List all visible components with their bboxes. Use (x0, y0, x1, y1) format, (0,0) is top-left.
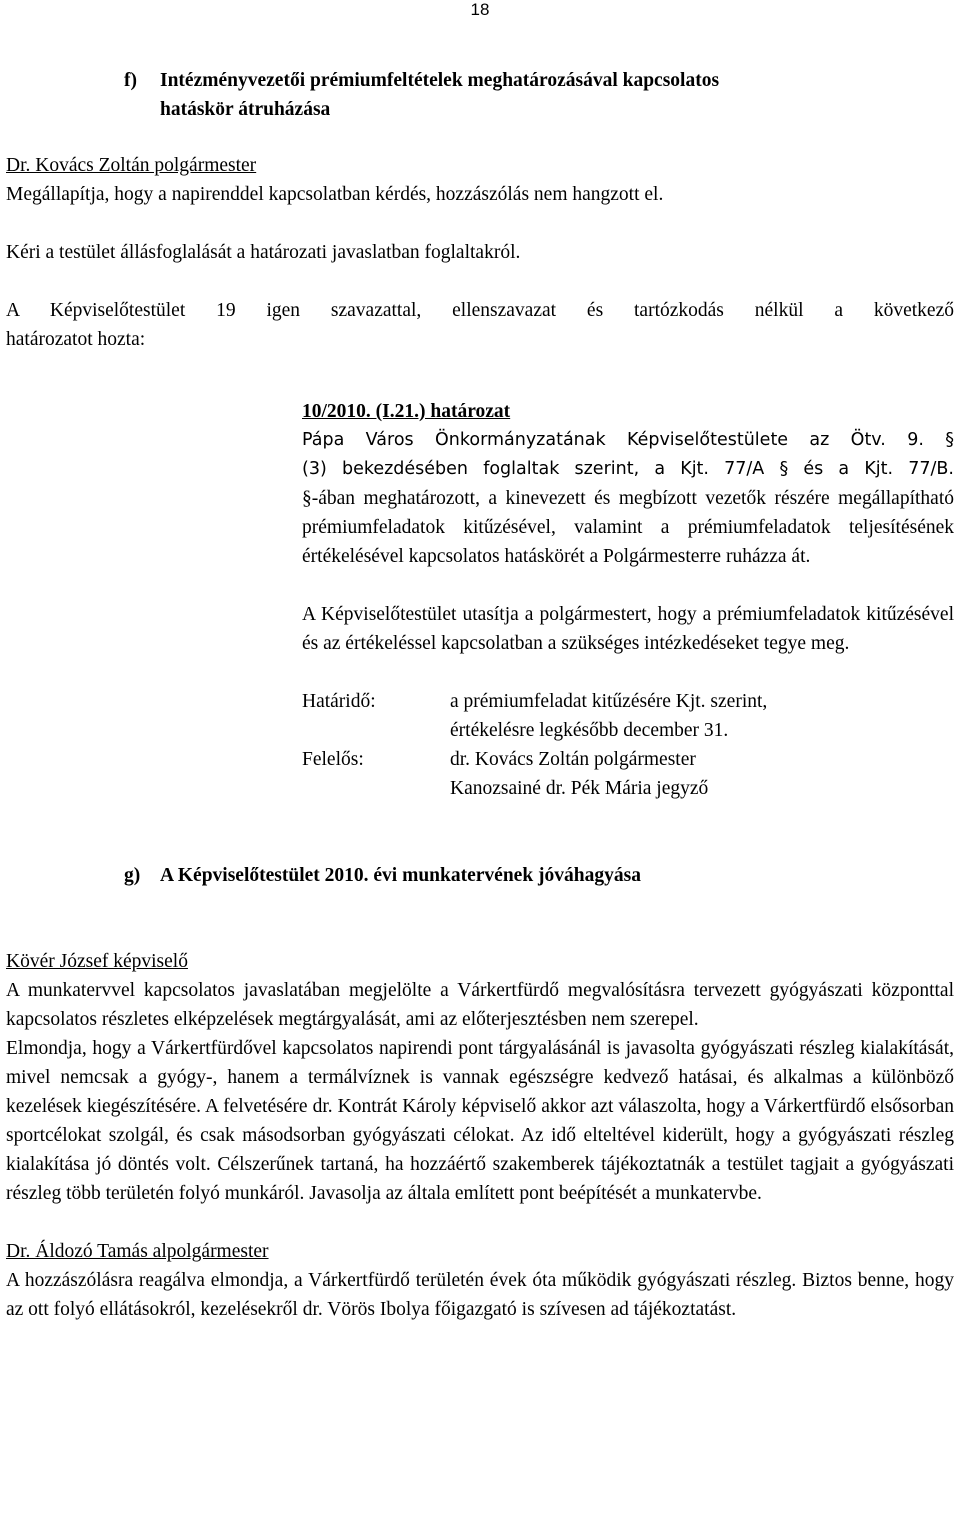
section-g-heading (6, 861, 954, 890)
speaker1-line1: Megállapítja, hogy a napirenddel kapcsolatban kérdés, hozzászólás nem hangzott el. (6, 184, 664, 205)
resolution-body: §-ában meghatározott, a kinevezett és megbízott vezetők részére megállapítható prémiumfeladatok kitűzésével, valamint a prémiumfeladatok teljesítésének értékelésével kapcsolatos hatáskörét a Polgármesterre ruházza át. (302, 488, 954, 567)
section-f-title-line2: hatáskör átruházása (160, 99, 331, 120)
resolution-block (302, 397, 954, 803)
resolution-line2: (3) bekezdésében foglaltak szerint, a Kjt. 77/A § és a Kjt. 77/B. (302, 459, 954, 479)
speaker2-paragraph1: A munkatervvel kapcsolatos javaslatában megjelölte a Várkertfürdő megvalósításra tervezett gyógyászati központtal kapcsolatos részletes elképzelések megtárgyalását, ami az előterjesztésben nem szerepel. (6, 980, 954, 1030)
section-f-title-line1: Intézményvezetői prémiumfeltételek meghatározásával kapcsolatos (160, 70, 720, 91)
speaker1-name: Dr. Kovács Zoltán polgármester (6, 155, 257, 176)
speaker2-name: Kövér József képviselő (6, 951, 188, 972)
resolution-instruction: A Képviselőtestület utasítja a polgármestert, hogy a prémiumfeladatok kitűzésével és az értékeléssel kapcsolatban a szükséges intézkedéseket tegye meg. (302, 604, 954, 654)
vote-line2: határozatot hozta: (6, 329, 146, 350)
resolution-line1: Pápa Város Önkormányzatának Képviselőtestülete az Ötv. 9. § (302, 430, 954, 450)
speaker2-paragraph2: Elmondja, hogy a Várkertfürdővel kapcsolatos napirendi pont tárgyalásánál is javasolta gyógyászati részleg kialakítását, mivel nemcsak a gyógy-, hanem a termálvíznek is vannak egészségre kedvező hatásai, és alkalmas a különböző kezelések kiegészítésére. A felvetésére dr. Kontrát Károly képviselő akkor azt válaszolta, hogy a Várkertfürdő elsősorban sportcélokat szolgál, és csak másodsorban gyógyászati célokat. Az idő elteltével kiderült, hogy a gyógyászati részleg kialakítása jó döntés volt. Célszerűnek tartaná, ha hozzáértő szakemberek tájékoztatnák a testület tagjait a gyógyászati részleg több területén folyó munkáról. Javasolja az általa említett pont beépítését a munkatervbe. (6, 1038, 954, 1204)
section-g-title: A Képviselőtestület 2010. évi munkatervének jóváhagyása (160, 865, 641, 886)
speaker3-paragraph1: A hozzászólásra reagálva elmondja, a Várkertfürdő területén évek óta működik gyógyászati részleg. Biztos benne, hogy az ott folyó ellátásokról, kezelésekről dr. Vörös Ibolya főigazgató is szívesen ad tájékoztatást. (6, 1270, 954, 1320)
responsible-label: Felelős: (302, 749, 364, 770)
section-f-heading (124, 66, 954, 124)
deadline-line1: a prémiumfeladat kitűzésére Kjt. szerint, (450, 691, 768, 712)
section-g-marker: g) (124, 865, 141, 886)
speaker1-line2: Kéri a testület állásfoglalását a határozati javaslatban foglaltakról. (6, 242, 521, 263)
page-number: 18 (470, 0, 490, 19)
responsible-line1: dr. Kovács Zoltán polgármester (450, 749, 696, 770)
deadline-label: Határidő: (302, 691, 376, 712)
deadline-line2: értékelésre legkésőbb december 31. (450, 720, 729, 741)
resolution-number: 10/2010. (I.21.) határozat (302, 401, 511, 422)
speaker3-name: Dr. Áldozó Tamás alpolgármester (6, 1241, 269, 1262)
resolution-deadline-table (302, 687, 954, 803)
responsible-line2: Kanozsainé dr. Pék Mária jegyző (450, 778, 709, 799)
section-f-marker: f) (124, 70, 137, 91)
document-body (6, 66, 954, 1324)
vote-line1: A Képviselőtestület 19 igen szavazattal, ellenszavazat és tartózkodás nélkül a következő (6, 300, 954, 321)
